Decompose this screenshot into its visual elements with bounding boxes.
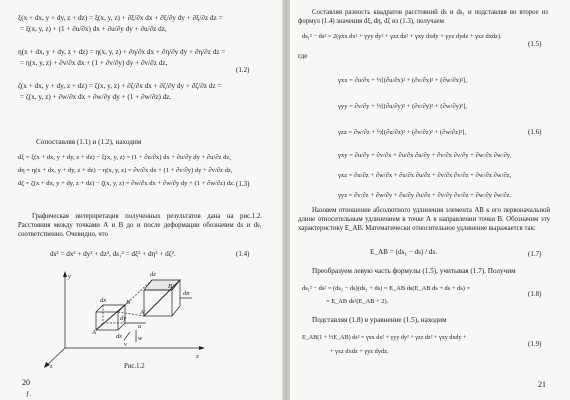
figure-caption: Рис.1.2 (124, 363, 145, 370)
equation-line: γxy = ∂u/∂y + ∂v/∂x + ∂u/∂x ∂u/∂y + ∂v/∂x ∂v/∂y + ∂w/∂x ∂w/∂y, (338, 152, 512, 159)
equation-number: (1.6) (528, 128, 542, 136)
point-b1-label: B' (168, 283, 174, 290)
dz-label: dz (116, 333, 122, 340)
paragraph-text: Подставляя (1.8) в уравнение (1.5), находим (312, 316, 447, 324)
paragraph-text: Сопоставляя (1.1) и (1.2), находим (36, 138, 142, 146)
gamma-definitions (338, 68, 511, 206)
equation-1-8-line-1: ds₁² − ds² = (ds₁ − ds)(ds₁ + ds) = E_AB ds(E_AB ds + ds + ds) = (302, 285, 471, 292)
equation-line: ζ(x + dx, y + dy, z + dz) = ζ(x, y, z) + ∂ζ/∂x dx + ∂ζ/∂y dy + ∂ζ/∂z dz = (18, 82, 222, 90)
v-label: v (124, 341, 127, 348)
equation-line: γxx = ∂u/∂x + ½[(∂u/∂x)² + (∂v/∂x)² + (∂w/∂x)²], (338, 77, 467, 84)
equation-line: = ζ(x, y, z) + ∂w/∂x dx + ∂w/∂y dy + (1 + ∂w/∂z) dz. (20, 93, 172, 101)
u-label: u (138, 323, 142, 330)
equation-line: γyz = ∂v/∂z + ∂w/∂y + ∂u/∂y ∂u/∂z + ∂v/∂y ∂v/∂z + ∂w/∂y ∂w/∂z. (338, 192, 512, 199)
equation-line: η(x + dx, y + dy, z + dz) = η(x, y, z) + ∂η/∂x dx + ∂η/∂y dy + ∂η/∂z dz = (18, 48, 226, 56)
equation-number: (1.8) (528, 290, 542, 298)
equation-1-9-line-2: + γxz dxdz + γyz dydz. (330, 348, 389, 355)
point-a1-label: A' (140, 309, 146, 316)
point-a-label: A (92, 329, 96, 336)
equation-number: (1.2) (236, 66, 250, 74)
equation-line: dξ = ξ(x + dx, y + dy, z + dz) − ξ(x, y, z) = (1 + ∂u/∂x) dx + ∂u/∂y dy + ∂u/∂z dz, (18, 154, 231, 161)
paragraph-text: Назовем отношение абсолютного удлинения элемента AB к его первоначальной длине относительным удлинением в точке А в направлении точки В. Обозначим эту характеристику E_AB. Математически относительное удлинение выражается так: (298, 207, 550, 232)
z-axis (46, 348, 65, 366)
book-gutter (282, 0, 290, 400)
where-text: где (298, 52, 308, 60)
equation-group-1-2 (18, 14, 225, 104)
equation-line: ξ(x + dx, y + dy, z + dz) = ξ(x, y, z) + ∂ξ/∂x dx + ∂ξ/∂y dy + ∂ξ/∂z dz = (18, 14, 223, 22)
equation-1-5: ds₁² − ds² = 2(γxx dx² + γyy dy² + γzz dz² + γxy dxdy + γyz dydz + γxz dxdz). (302, 33, 502, 40)
dn-label: dn (183, 290, 190, 297)
w-label: w (138, 335, 143, 342)
point-b-label: B (126, 299, 130, 306)
equation-line: γxz = ∂u/∂z + ∂w/∂x + ∂u/∂x ∂u/∂z + ∂v/∂x ∂v/∂z + ∂w/∂x ∂w/∂z, (338, 172, 512, 179)
paragraph-text: Графическая интерпретация полученных результатов дана на рис.1.2. Расстояния между точками А и В до и после деформации обозначим ds и ds₁ соответственно. Очевидно, что (18, 213, 262, 238)
corner-mark: ƒ. (26, 390, 32, 398)
equation-1-4: ds² = dx² + dy² + dz², ds₁² = dξ² + dη² + dζ². (50, 250, 176, 258)
equation-number: (1.7) (528, 250, 542, 258)
equation-line: = η(x, y, z) + ∂v/∂x dx + (1 + ∂v/∂y) dy + ∂v/∂z dz, (20, 59, 168, 67)
page-number: 21 (538, 380, 546, 389)
equation-1-8-line-2: = E_AB ds²(E_AB + 2). (326, 298, 389, 305)
equation-number: (1.4) (236, 250, 250, 258)
x-axis-label: x (196, 353, 199, 360)
left-page (0, 0, 282, 400)
equation-line: = ξ(x, y, z) + (1 + ∂u/∂x) dx + ∂u/∂y dy + ∂u/∂z dz, (20, 25, 167, 33)
equation-number: (1.5) (528, 40, 542, 48)
equation-line: dη = η(x + dx, y + dy, z + dz) − η(x, y, z) = ∂v/∂x dx + (1 + ∂v/∂y) dy + ∂v/∂z dz, (18, 167, 233, 174)
paragraph-text: Преобразуем левую часть формулы (1.5), учитывая (1.7). Получим (312, 267, 516, 275)
right-page (290, 0, 570, 400)
equation-line: γyy = ∂v/∂y + ½[(∂u/∂y)² + (∂v/∂y)² + (∂w/∂y)²], (338, 103, 467, 110)
equation-number: (1.9) (528, 340, 542, 348)
dy-label: dy (120, 315, 127, 322)
equation-line: dζ = ζ(x + dx, y + dy, z + dz) − ζ(x, y, z) = ∂w/∂x dx + ∂w/∂y dy + (1 + ∂w/∂z) dz. (18, 180, 235, 187)
dx-label: dx (100, 297, 107, 304)
y-axis-label: y (68, 273, 71, 280)
equation-1-7: E_AB = (ds₁ − ds) / ds. (370, 248, 438, 256)
equation-1-9-line-1: E_AB(1 + ½E_AB) ds² = γxx dx² + γyy dy² + γzz dz² + γxy dxdy + (302, 335, 467, 341)
dz-top-label: dz (150, 271, 156, 278)
page-number: 20 (22, 378, 30, 387)
figure-1-2-diagram (40, 268, 210, 373)
equation-number: (1.3) (236, 180, 250, 188)
paragraph-text: Составляя разность квадратов расстояний ds и ds₁ и подставляя во второе из формул (1.4) значения dξ, dη, dζ из (1.3), получаем (298, 9, 548, 25)
equation-line: γzz = ∂w/∂z + ½[(∂u/∂z)² + (∂v/∂z)² + (∂w/∂z)²], (338, 129, 467, 136)
equation-group-1-3 (18, 153, 235, 192)
z-axis-label: z (50, 363, 53, 370)
